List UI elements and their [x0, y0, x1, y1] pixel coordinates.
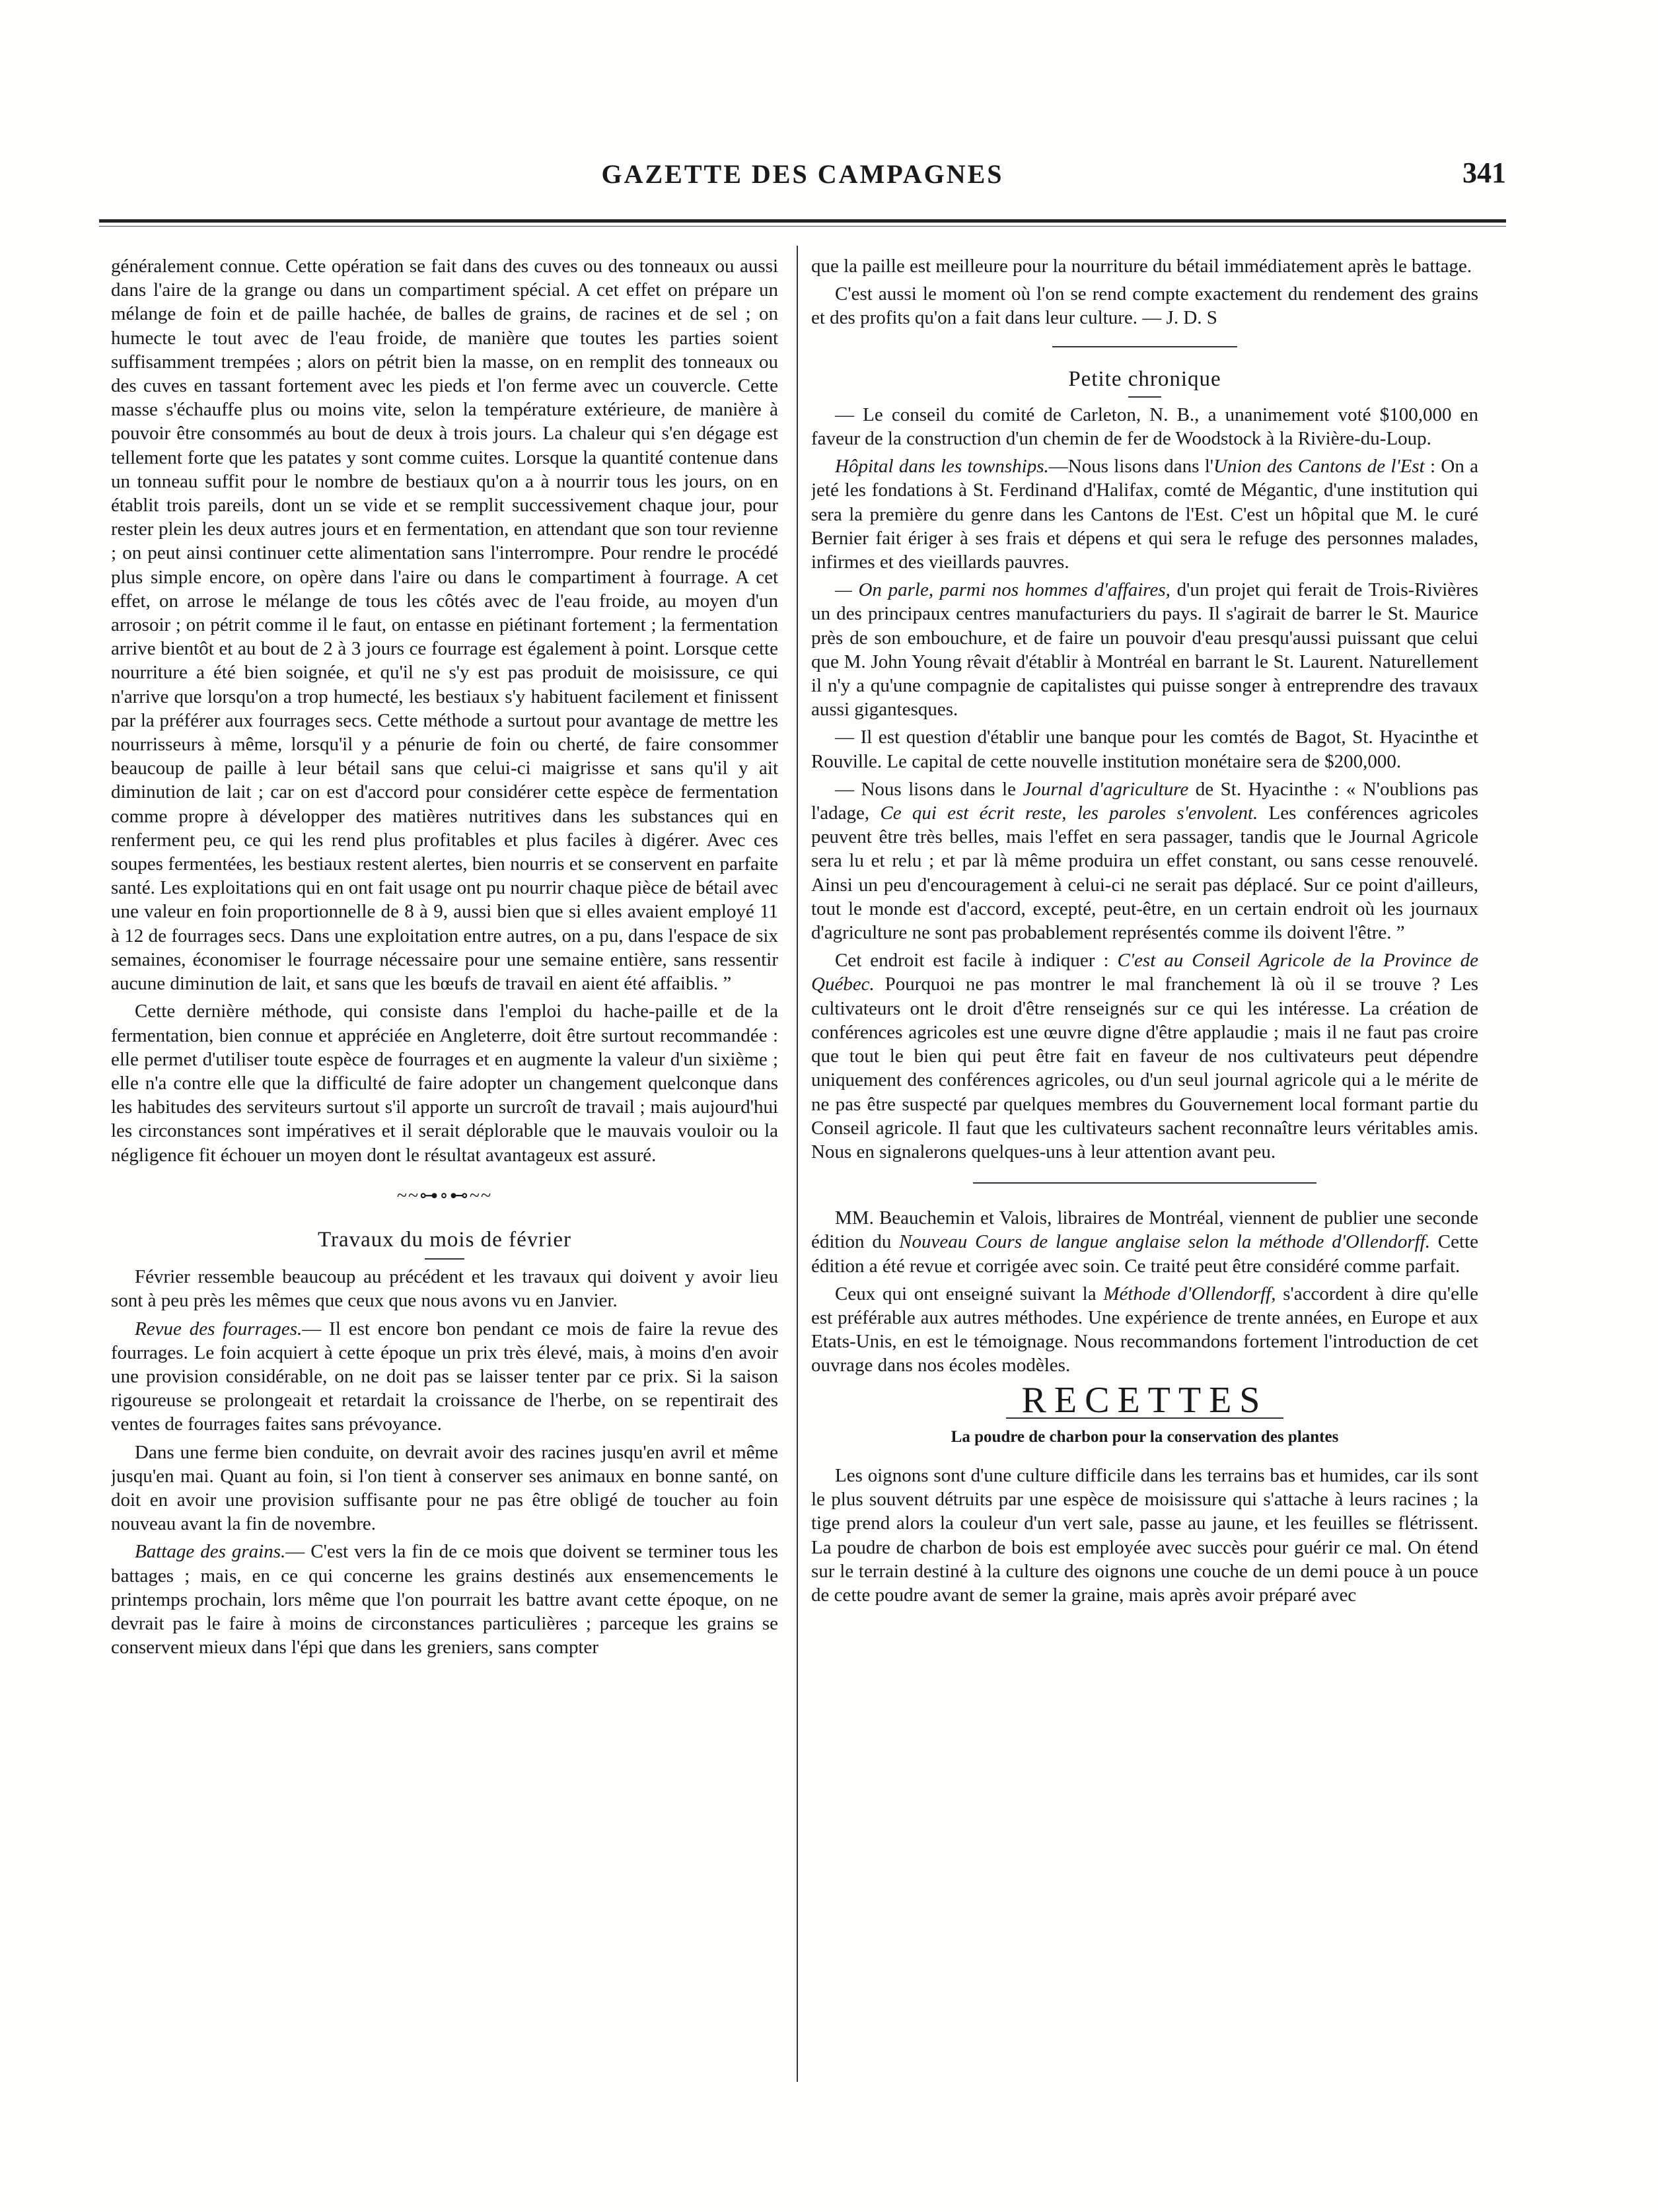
paragraph — [111, 1317, 778, 1437]
paragraph: C'est aussi le moment où l'on se rend compte exactement du rendement des grains et des profits qu'on a fait dans leur culture. — J. D. S — [811, 283, 1478, 329]
section-title: Travaux du mois de février — [317, 1227, 572, 1252]
notice-text: Ceux qui ont enseigné suivant la — [835, 1283, 1104, 1304]
title-underline — [425, 1258, 464, 1260]
recettes-title: RECETTES — [1021, 1379, 1268, 1421]
recettes-subtitle: La poudre de charbon pour la conservation des plantes — [951, 1427, 1339, 1446]
paragraph: généralement connue. Cette opération se fait dans des cuves ou des tonneaux ou aussi dans l'aire de la grange ou dans un compartiment spécial. A cet effet on prépare un mélange de foin et de paille hachée, de balles de grains, de racines et de sel ; on humecte le tout avec de l'eau froide, de manière que toutes les parties soient suffisamment trempées ; alors on pétrit bien la masse, on en remplit des tonneaux ou des cuves en tassant fortement avec les pieds et l'on ferme avec un couvercle. Cette masse s'échauffe plus ou moins vite, selon la température extérieure, de manière à pouvoir être consommés au bout de deux à trois jours. La chaleur qui s'en dégage est tellement forte que les patates y sont comme cuites. Lorsque la quantité contenue dans un tonneau suffit pour le nombre de bestiaux qu'on a à nourrir tous les jours, on en établit trois pareils, dont un se vide et se remplit successivement chaque jour, pour rester plein les deux autres jours et en fermentation, en attendant que son tour revienne ; on peut ainsi continuer cette alimentation sans l'interrompre. Pour rendre le procédé plus simple encore, on opère dans l'aire ou dans le compartiment à fourrage. A cet effet, on arrose le mélange de tous les côtés avec de l'eau froide, au moyen d'un arrosoir ; on pétrit comme il le faut, on entasse en piétinant fortement ; la fermentation arrive bientôt et au bout de 2 à 3 jours ce fourrage est également à point. Lorsque cette nourriture a été bien soignée, et qu'il ne s'y est pas produit de moisissure, ce qui n'arrive que lorsqu'on a trop humecté, les bestiaux s'y habituent facilement et finissent par la préférer aux fourrages secs. Cette méthode a surtout pour avantage de mettre les nourrisseurs à même, lorsqu'il y a pénurie de foin ou cherté, de faire consommer beaucoup de paille à leur bétail sans que celui-ci maigrisse et sans qu'il y ait diminution de lait ; car on est d'accord pour considérer cette espèce de fermentation comme propre à développer des matières nutritives dans les substances qui en renferment peu, ce qui les rend plus profitables et plus faciles à digérer. Avec ces soupes fermentées, les bestiaux restent alertes, bien nourris et se conservent en parfaite santé. Les exploitations qui en ont fait usage ont pu nourrir chaque pièce de bétail avec une valeur en foin proportionnelle de 8 à 9, aussi bien que si elles avaient employé 11 à 12 de fourrages secs. Dans une exploitation entre autres, on a pu, dans l'espace de six semaines, économiser le fourrage nécessaire pour une semaine entière, sans ressentir aucune diminution de lait, et sans que les bœufs de travail en aient été affaiblis. ” — [111, 256, 778, 995]
left-column — [111, 254, 778, 2084]
paragraph: Février ressemble beaucoup au précédent et les travaux qui doivent y avoir lieu sont à peu près les mêmes que ceux que nous avons vu en Janvier. — [111, 1266, 778, 1312]
item-text: Pourquoi ne pas montrer le mal franchement là où il se trouve ? Les cultivateurs ont le droit d'être renseignés sur ce qui les intéresse. La création de conférences agricoles est une œuvre digne d'être applaudie ; mais il ne faut pas croire que tout le bien qui peut être fait en faveur de nos cultivateurs peut dépendre uniquement des conférences agricoles, ou d'un seul journal agricole qui a le mérite de ne pas être suspecté par quelques membres du Gouvernement local formant partie du Conseil agricole. Il faut que les cultivateurs sachent reconnaître leurs véritables amis. Nous en signalerons quelques-uns à leur attention avant peu. — [811, 974, 1478, 1162]
paragraph: Cette dernière méthode, qui consiste dans l'emploi du hache-paille et de la fermentation, bien connue et appréciée en Angleterre, doit être surtout recommandée : elle permet d'utiliser toute espèce de fourrages et en augmente la valeur d'un sixième ; elle n'a contre elle que la difficulté de faire adopter un changement quelconque dans les habitudes des serviteurs surtout s'il apporte un surcroît de travail ; mais aujourd'hui les circonstances sont impératives et il serait déplorable que le mauvais vouloir ou la négligence fit échouer un moyen dont le résultat avantageux est assuré. — [111, 1001, 778, 1166]
paragraph-heading: Revue des fourrages. — [135, 1318, 303, 1339]
notice — [811, 1282, 1478, 1378]
page-number: 341 — [1462, 157, 1506, 189]
section-title: Petite chronique — [1068, 367, 1221, 391]
chronicle-item: — Le conseil du comité de Carleton, N. B., a unanimement voté $100,000 en faveur de la construction d'un chemin de fer de Woodstock à la Rivière-du-Loup. — [811, 404, 1478, 450]
header-rule-thin — [99, 226, 1506, 227]
source-title: Journal d'agriculture — [1023, 778, 1189, 800]
item-heading: — On parle, parmi nos hommes d'affaires, — [835, 579, 1171, 601]
paragraph: Les oignons sont d'une culture difficile dans les terrains bas et humides, car ils sont le plus souvent détruits par une espèce de moisissure qui s'attache à leurs racines ; la tige prend alors la couleur d'un vert sale, passe au jaune, et les feuilles se flétrissent. La poudre de charbon de bois est employée avec succès pour guérir ce mal. On étend sur le terrain destiné à la culture des oignons une couche de un demi pouce à un pouce de cette poudre avant de semer la graine, mais après avoir préparé avec — [811, 1464, 1478, 1606]
source-title: Union des Cantons de l'Est — [1213, 456, 1425, 478]
notice-text: MM. Beauchemin et Valois, libraires de Montréal, viennent de publier une seconde édition du — [811, 1207, 1478, 1253]
paragraph: que la paille est meilleure pour la nourriture du bétail immédiatement après le battage. — [811, 256, 1472, 277]
adage: Ce qui est écrit reste, les paroles s'envolent. — [880, 803, 1258, 824]
book-title: Nouveau Cours de langue anglaise selon la méthode d'Ollendorff. — [899, 1231, 1430, 1253]
chronicle-item — [811, 777, 1478, 945]
item-text: de St. Hyacinthe : « N'oublions pas l'adage, — [811, 778, 1478, 824]
chronicle-item — [811, 454, 1478, 574]
item-heading: Hôpital dans les townships. — [835, 456, 1049, 478]
chronicle-item — [811, 948, 1478, 1164]
notice-text: Cette édition a été revue et corrigée avec soin. Ce traité peut être considéré comme parfait. — [811, 1231, 1478, 1277]
item-text: —Nous lisons dans l' — [1048, 456, 1214, 478]
paragraph-text: — Il est encore bon pendant ce mois de faire la revue des fourrages. Le foin acquiert à cette époque un prix très élevé, mais, à moins d'en avoir une provision considérable, on ne doit pas se laisser tenter par ce prix. Si la saison rigoureuse se prolongeait et retardait la croissance de l'herbe, on se repentirait des ventes de fourrages faites sans prévoyance. — [111, 1318, 778, 1435]
ornament-divider: ~~⊶∘⊷~~ — [396, 1185, 493, 1206]
section-rule — [1052, 346, 1237, 347]
chronicle-item — [811, 578, 1478, 721]
paragraph-text: — C'est vers la fin de ce mois que doivent se terminer tous les battages ; mais, en ce qui concerne les grains destinés aux ensemencements le printemps prochain, lors même que l'on pourrait les battre avant cette époque, on ne devrait pas le faire à moins de circonstances particulières ; parceque les grains se conservent mieux dans l'épi que dans les greniers, sans compter — [111, 1541, 778, 1659]
item-text: Cet endroit est facile à indiquer : — [835, 950, 1118, 972]
paragraph — [111, 1540, 778, 1659]
title-underline — [1128, 396, 1161, 398]
book-title: Méthode d'Ollendorff, — [1103, 1283, 1276, 1304]
paragraph-heading: Battage des grains. — [135, 1541, 286, 1563]
page-header — [99, 159, 1506, 205]
chronicle-item: — Il est question d'établir une banque pour les comtés de Bagot, St. Hyacinthe et Rouville. Le capital de cette nouvelle institution monétaire sera de $200,000. — [811, 727, 1478, 772]
emphasis: C'est au Conseil Agricole de la Province de Québec. — [811, 950, 1478, 995]
item-text: d'un projet qui ferait de Trois-Rivières un des principaux centres manufacturiers du pays. Il s'agirait de barrer le St. Maurice près de son embouchure, et de faire un pouvoir d'eau presqu'aussi puissant que celui que M. John Young rêvait d'établir à Montréal en barrant le St. Laurent. Naturellement il n'y a qu'une compagnie de capitalistes qui puisse songer à entreprendre des travaux aussi gigantesques. — [811, 579, 1478, 721]
notice-text: s'accordent à dire qu'elle est préférable aux autres méthodes. Une expérience de trente années, en Europe et aux Etats-Unis, en est le témoignage. Nous recommandons fortement l'introduction de cet ouvrage dans nos écoles modèles. — [811, 1283, 1478, 1376]
running-title: GAZETTE DES CAMPAGNES — [601, 159, 1004, 189]
paragraph: Dans une ferme bien conduite, on devrait avoir des racines jusqu'en avril et même jusqu'en mai. Quant au foin, si l'on tient à conserver ses animaux en bonne santé, on doit en avoir une provision suffisante pour ne pas être obligé de toucher au foin nouveau avant la fin de novembre. — [111, 1441, 778, 1535]
notice — [811, 1206, 1478, 1278]
section-rule — [973, 1182, 1316, 1184]
column-divider — [797, 246, 798, 2082]
header-rule — [99, 219, 1506, 223]
item-text: — Nous lisons dans le — [835, 778, 1023, 800]
right-column — [811, 254, 1478, 2084]
item-text: : On a jeté les fondations à St. Ferdinand d'Halifax, comté de Mégantic, d'une institution qui sera la première du genre dans les Cantons de l'Est. C'est un hôpital que M. le curé Bernier fait ériger à ses frais et dépens et qui sera le refuge des personnes malades, infirmes et des vieillards pauvres. — [811, 456, 1478, 573]
item-text: Les conférences agricoles peuvent être très belles, mais l'effet en sera passager, tandis que le Journal Agricole sera lu et relu ; et par là même produira un effet constant, ou sans cesse renouvelé. Ainsi un peu d'encouragement à celui-ci ne serait pas déplacé. Sur ce point d'ailleurs, tout le monde est d'accord, excepté, peut-être, en un certain endroit où les journaux d'agriculture ne sont pas probablement représentés comme ils doivent l'être. ” — [811, 803, 1478, 944]
